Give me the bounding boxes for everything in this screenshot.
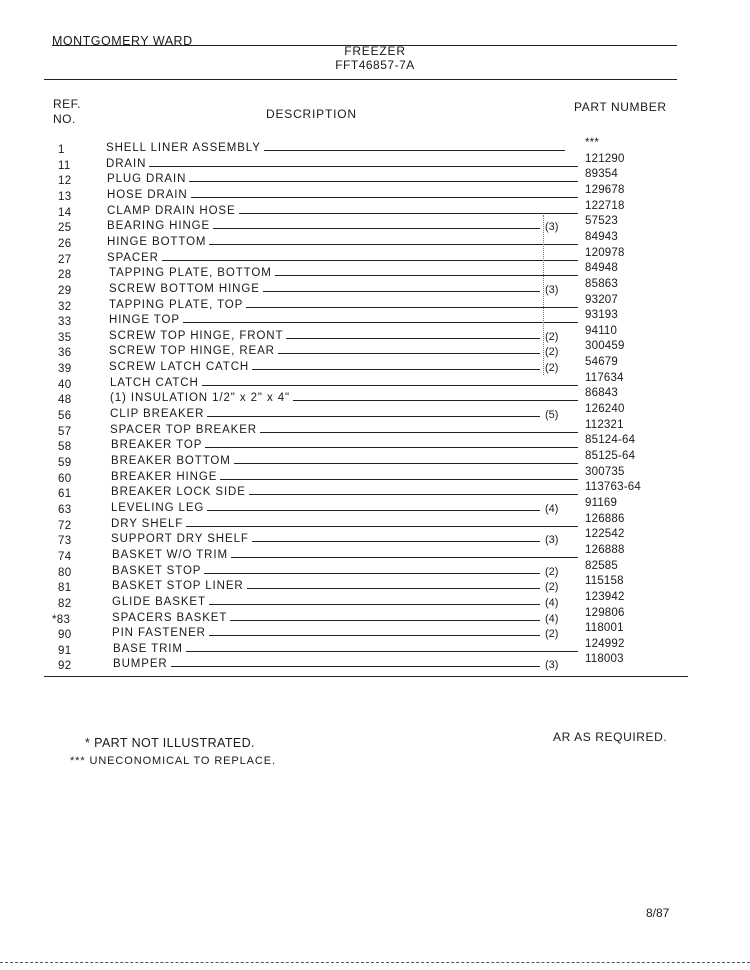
ref-number: 13 bbox=[58, 190, 72, 203]
ref-number: 35 bbox=[58, 331, 72, 344]
table-row bbox=[0, 199, 750, 220]
ref-header-line2: NO. bbox=[53, 112, 76, 126]
ref-number: 28 bbox=[58, 269, 72, 282]
leader-line bbox=[107, 260, 578, 261]
table-row bbox=[0, 512, 750, 533]
part-number: 122542 bbox=[585, 528, 625, 541]
ref-number: 40 bbox=[58, 378, 72, 391]
part-number: 85124-64 bbox=[585, 434, 636, 447]
ref-number: 33 bbox=[58, 316, 72, 329]
part-number: 115158 bbox=[585, 575, 624, 588]
ref-number: 58 bbox=[58, 441, 72, 454]
part-number: 120978 bbox=[585, 246, 625, 259]
part-description: SCREW TOP HINGE, REAR bbox=[109, 345, 278, 357]
ref-number: 26 bbox=[58, 237, 72, 250]
quantity: (4) bbox=[545, 596, 559, 609]
part-number-column-header: PART NUMBER bbox=[574, 100, 667, 114]
part-description: HINGE BOTTOM bbox=[107, 236, 209, 248]
part-number: 113763-64 bbox=[585, 481, 641, 494]
part-number: 129806 bbox=[585, 606, 625, 619]
part-number: 300735 bbox=[585, 465, 625, 478]
part-number: 94110 bbox=[585, 324, 618, 337]
table-row bbox=[0, 403, 750, 423]
part-description: BREAKER HINGE bbox=[111, 471, 220, 483]
part-description: LEVELING LEG bbox=[111, 502, 207, 514]
part-description: DRAIN bbox=[106, 158, 149, 170]
part-description: (1) INSULATION 1/2" x 2" x 4" bbox=[110, 392, 293, 404]
part-number: 57523 bbox=[585, 215, 618, 228]
quantity: (3) bbox=[545, 659, 559, 672]
part-description: BUMPER bbox=[113, 658, 171, 670]
ref-number: 12 bbox=[58, 175, 72, 188]
brand-name: MONTGOMERY WARD bbox=[52, 34, 193, 48]
table-row bbox=[0, 215, 750, 235]
model-number: FFT46857-7A bbox=[335, 58, 415, 72]
ref-number: 29 bbox=[58, 284, 72, 297]
part-description: SCREW TOP HINGE, FRONT bbox=[109, 330, 286, 342]
quantity: (5) bbox=[545, 409, 559, 422]
ref-number: 81 bbox=[58, 582, 72, 595]
ref-number: 72 bbox=[58, 519, 72, 532]
part-number: 93207 bbox=[585, 293, 618, 306]
table-row bbox=[0, 246, 750, 267]
part-number: 86843 bbox=[585, 387, 618, 400]
table-row bbox=[0, 481, 750, 501]
part-description: TAPPING PLATE, BOTTOM bbox=[109, 267, 275, 279]
description-column-header: DESCRIPTION bbox=[266, 107, 357, 121]
document-title: FREEZER bbox=[344, 44, 406, 58]
part-description: CLAMP DRAIN HOSE bbox=[107, 205, 239, 217]
ref-number: 57 bbox=[58, 425, 72, 438]
bottom-dashed-rule bbox=[0, 962, 750, 963]
leader-line bbox=[106, 166, 578, 167]
table-row bbox=[0, 559, 750, 580]
table-row bbox=[0, 168, 750, 188]
table-row bbox=[0, 528, 750, 548]
table-row bbox=[0, 637, 750, 658]
part-description: BEARING HINGE bbox=[107, 220, 213, 232]
ref-number: 56 bbox=[58, 410, 72, 423]
part-description: PIN FASTENER bbox=[112, 627, 209, 639]
part-number: 85863 bbox=[585, 277, 618, 290]
part-description: BASKET STOP LINER bbox=[112, 580, 247, 592]
table-row bbox=[0, 293, 750, 314]
table-row bbox=[0, 434, 750, 454]
part-number: 126886 bbox=[585, 512, 625, 525]
ref-number: 82 bbox=[58, 597, 72, 610]
page-date: 8/87 bbox=[646, 906, 670, 920]
part-number: 126888 bbox=[585, 543, 625, 556]
table-row bbox=[0, 622, 750, 642]
part-number: 93193 bbox=[585, 309, 618, 322]
part-description: TAPPING PLATE, TOP bbox=[109, 299, 246, 311]
ref-number: 92 bbox=[58, 660, 72, 673]
ref-number: 27 bbox=[58, 253, 72, 266]
part-number: 121290 bbox=[585, 152, 625, 165]
quantity: (2) bbox=[545, 330, 559, 343]
note-as-required: AR AS REQUIRED. bbox=[553, 730, 668, 744]
table-row bbox=[0, 653, 750, 673]
part-description: HINGE TOP bbox=[109, 314, 183, 326]
column-tick-line bbox=[543, 215, 544, 375]
quantity: (2) bbox=[545, 346, 559, 359]
part-number: 118001 bbox=[585, 622, 624, 635]
table-row bbox=[0, 183, 750, 204]
part-number: 91169 bbox=[585, 496, 618, 509]
part-number: *** bbox=[585, 137, 600, 149]
leader-line bbox=[113, 666, 540, 667]
ref-number: 61 bbox=[58, 488, 72, 501]
part-description: CLIP BREAKER bbox=[110, 408, 207, 420]
part-description: SPACER TOP BREAKER bbox=[110, 424, 260, 436]
table-row bbox=[0, 324, 750, 345]
table-row bbox=[0, 387, 750, 407]
part-number: 124992 bbox=[585, 637, 625, 650]
table-row bbox=[0, 230, 750, 251]
ref-number: 1 bbox=[58, 144, 65, 156]
part-number: 82585 bbox=[585, 559, 618, 572]
part-number: 129678 bbox=[585, 183, 625, 196]
table-row bbox=[0, 418, 750, 439]
part-description: SCREW BOTTOM HINGE bbox=[109, 283, 263, 295]
part-number: 300459 bbox=[585, 340, 625, 353]
part-number: 85125-64 bbox=[585, 450, 636, 462]
ref-number: 14 bbox=[58, 206, 72, 219]
part-description: BREAKER BOTTOM bbox=[111, 455, 234, 467]
table-row bbox=[0, 152, 750, 173]
quantity: (3) bbox=[545, 221, 559, 234]
part-number: 84948 bbox=[585, 262, 618, 275]
part-number: 84943 bbox=[585, 230, 618, 243]
ref-number: 48 bbox=[58, 394, 72, 407]
note-not-illustrated: * PART NOT ILLUSTRATED. bbox=[85, 736, 255, 750]
quantity: (2) bbox=[545, 362, 559, 375]
ref-number: 74 bbox=[58, 550, 72, 563]
quantity: (2) bbox=[545, 565, 559, 578]
table-row bbox=[0, 309, 750, 329]
note-uneconomical: *** UNECONOMICAL TO REPLACE. bbox=[70, 755, 276, 767]
table-row bbox=[0, 340, 750, 360]
bottom-rule bbox=[44, 676, 688, 677]
part-description: GLIDE BASKET bbox=[112, 596, 209, 608]
quantity: (2) bbox=[545, 628, 559, 641]
part-number: 112321 bbox=[585, 418, 624, 431]
table-row bbox=[0, 496, 750, 517]
table-row bbox=[0, 590, 750, 611]
part-description: HOSE DRAIN bbox=[107, 189, 191, 201]
quantity: (3) bbox=[545, 534, 559, 547]
table-row bbox=[0, 450, 750, 470]
ref-number: 63 bbox=[58, 503, 72, 516]
ref-number: 60 bbox=[58, 472, 72, 485]
quantity: (4) bbox=[545, 502, 559, 515]
part-description: SCREW LATCH CATCH bbox=[109, 361, 252, 373]
part-number: 126240 bbox=[585, 403, 625, 416]
part-description: SPACERS BASKET bbox=[112, 612, 230, 624]
table-row bbox=[0, 137, 750, 157]
ref-number: 11 bbox=[58, 159, 71, 172]
ref-number: 32 bbox=[58, 300, 72, 313]
part-number: 54679 bbox=[585, 356, 618, 369]
ref-column-header bbox=[53, 97, 81, 127]
part-number: 122718 bbox=[585, 199, 625, 212]
part-description: SHELL LINER ASSEMBLY bbox=[106, 142, 264, 154]
part-description: LATCH CATCH bbox=[110, 377, 202, 389]
part-number: 117634 bbox=[585, 371, 624, 384]
table-row bbox=[0, 606, 750, 627]
part-description: SUPPORT DRY SHELF bbox=[111, 533, 252, 545]
ref-number: 25 bbox=[58, 222, 72, 235]
table-row bbox=[0, 371, 750, 392]
part-description: PLUG DRAIN bbox=[107, 173, 189, 185]
table-row bbox=[0, 356, 750, 376]
part-number: 123942 bbox=[585, 590, 625, 603]
quantity: (3) bbox=[545, 283, 559, 296]
quantity: (4) bbox=[545, 612, 559, 625]
part-number: 89354 bbox=[585, 168, 618, 181]
ref-number: 80 bbox=[58, 566, 72, 579]
part-description: BASKET STOP bbox=[112, 565, 204, 577]
table-row bbox=[0, 277, 750, 298]
ref-number: 73 bbox=[58, 535, 72, 548]
ref-number: 91 bbox=[58, 644, 72, 657]
table-row bbox=[0, 543, 750, 564]
ref-header-line1: REF. bbox=[53, 97, 82, 111]
part-description: BREAKER LOCK SIDE bbox=[111, 486, 249, 498]
part-description: DRY SHELF bbox=[111, 518, 186, 530]
quantity: (2) bbox=[545, 581, 559, 594]
ref-number: *83 bbox=[52, 613, 71, 626]
ref-number: 90 bbox=[58, 629, 72, 642]
table-row bbox=[0, 262, 750, 282]
ref-number: 39 bbox=[58, 363, 72, 376]
ref-number: 36 bbox=[58, 347, 72, 360]
part-description: BASKET W/O TRIM bbox=[112, 549, 231, 561]
part-description: BASE TRIM bbox=[113, 643, 186, 655]
part-number: 118003 bbox=[585, 653, 624, 666]
part-description: BREAKER TOP bbox=[111, 439, 205, 451]
ref-number: 59 bbox=[58, 457, 72, 469]
table-row bbox=[0, 575, 750, 595]
part-description: SPACER bbox=[107, 252, 162, 264]
header-rule bbox=[44, 79, 677, 80]
